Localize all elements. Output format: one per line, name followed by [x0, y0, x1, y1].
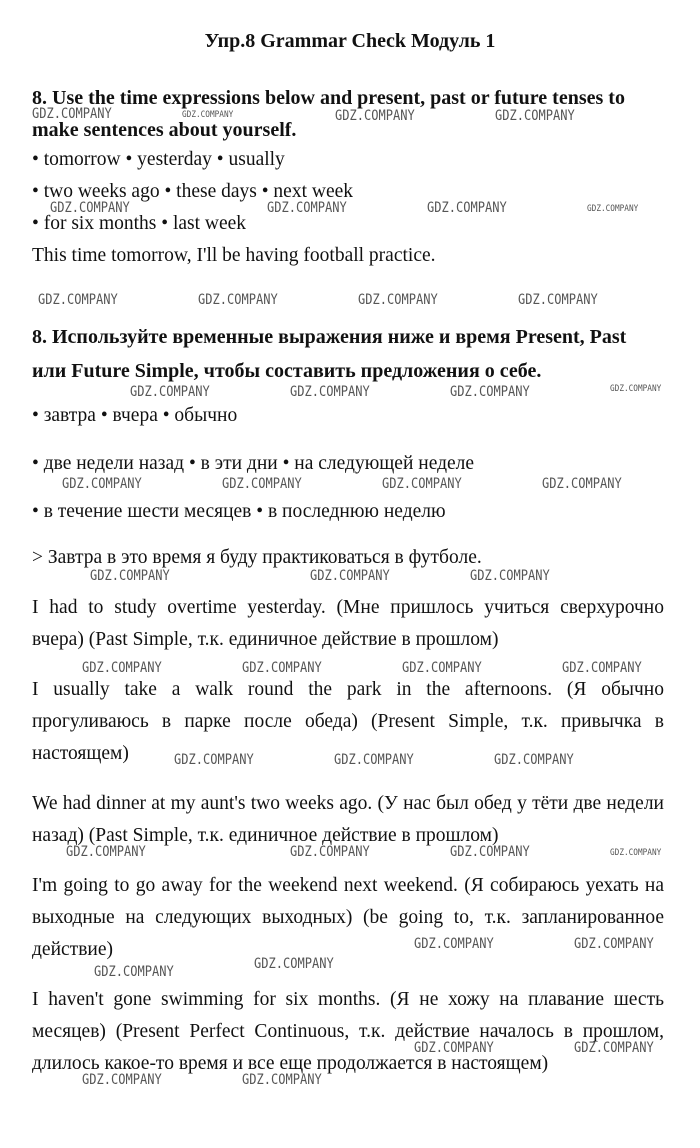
- watermark: GDZ.COMPANY: [290, 844, 370, 860]
- expressions-line-2: • two weeks ago • these days • next week: [32, 181, 354, 202]
- watermark: GDZ.COMPANY: [518, 292, 598, 308]
- watermark: GDZ.COMPANY: [32, 106, 112, 122]
- watermark: GDZ.COMPANY: [382, 476, 462, 492]
- watermark: GDZ.COMPANY: [66, 844, 146, 860]
- watermark: GDZ.COMPANY: [50, 200, 130, 216]
- expressions-ru-line-3: • в течение шести месяцев • в последнюю неделю: [32, 501, 446, 522]
- watermark: GDZ.COMPANY: [610, 384, 662, 394]
- watermark: GDZ.COMPANY: [610, 848, 662, 858]
- example-english: This time tomorrow, I'll be having football practice.: [32, 245, 436, 266]
- watermark: GDZ.COMPANY: [82, 1072, 162, 1088]
- watermark: GDZ.COMPANY: [254, 956, 334, 972]
- watermark: GDZ.COMPANY: [290, 384, 370, 400]
- example-russian: > Завтра в это время я буду практиковаться в футболе.: [32, 547, 482, 568]
- watermark: GDZ.COMPANY: [242, 1072, 322, 1088]
- task-english: 8. Use the time expressions below and present, past or future tenses to make sentences about yourself.: [32, 87, 625, 141]
- watermark: GDZ.COMPANY: [222, 476, 302, 492]
- watermark: GDZ.COMPANY: [62, 476, 142, 492]
- watermark: GDZ.COMPANY: [562, 660, 642, 676]
- expressions-ru-line-2: • две недели назад • в эти дни • на следующей неделе: [32, 453, 475, 474]
- expressions-ru-line-1: • завтра • вчера • обычно: [32, 405, 238, 426]
- watermark: GDZ.COMPANY: [402, 660, 482, 676]
- watermark: GDZ.COMPANY: [82, 660, 162, 676]
- watermark: GDZ.COMPANY: [450, 384, 530, 400]
- watermark: GDZ.COMPANY: [310, 568, 390, 584]
- watermark: GDZ.COMPANY: [574, 1040, 654, 1056]
- watermark: GDZ.COMPANY: [130, 384, 210, 400]
- watermark: GDZ.COMPANY: [542, 476, 622, 492]
- answer-1: I had to study overtime yesterday. (Мне пришлось учиться сверхурочно вчера) (Past Simple, т.к. единичное действие в прошлом): [32, 597, 664, 650]
- answer-4: I'm going to go away for the weekend next weekend. (Я собираюсь уехать на выходные на следующих выходных) (be going to, т.к. запланированное действие): [32, 875, 664, 960]
- watermark: GDZ.COMPANY: [94, 964, 174, 980]
- watermark: GDZ.COMPANY: [495, 108, 575, 124]
- watermark: GDZ.COMPANY: [335, 108, 415, 124]
- watermark: GDZ.COMPANY: [470, 568, 550, 584]
- watermark: GDZ.COMPANY: [182, 110, 234, 120]
- watermark: GDZ.COMPANY: [574, 936, 654, 952]
- watermark: GDZ.COMPANY: [90, 568, 170, 584]
- page-title: Упр.8 Grammar Check Модуль 1: [204, 30, 496, 52]
- expressions-line-3: • for six months • last week: [32, 213, 247, 234]
- watermark: GDZ.COMPANY: [174, 752, 254, 768]
- watermark: GDZ.COMPANY: [334, 752, 414, 768]
- watermark: GDZ.COMPANY: [587, 204, 639, 214]
- expressions-line-1: • tomorrow • yesterday • usually: [32, 149, 285, 170]
- watermark: GDZ.COMPANY: [242, 660, 322, 676]
- watermark: GDZ.COMPANY: [358, 292, 438, 308]
- answer-2: I usually take a walk round the park in the afternoons. (Я обычно прогуливаюсь в парке после обеда) (Present Simple, т.к. привычка в настоящем): [32, 679, 664, 764]
- watermark: GDZ.COMPANY: [494, 752, 574, 768]
- answer-3: We had dinner at my aunt's two weeks ago. (У нас был обед у тёти две недели назад) (Past Simple, т.к. единичное действие в прошлом): [32, 793, 664, 846]
- watermark: GDZ.COMPANY: [414, 1040, 494, 1056]
- watermark: GDZ.COMPANY: [427, 200, 507, 216]
- watermark: GDZ.COMPANY: [38, 292, 118, 308]
- watermark: GDZ.COMPANY: [450, 844, 530, 860]
- task-russian: 8. Используйте временные выражения ниже и время Present, Past или Future Simple, чтобы составить предложения о себе.: [32, 326, 627, 382]
- answer-5: I haven't gone swimming for six months. (Я не хожу на плавание шесть месяцев) (Present Perfect Continuous, т.к. действие началось в прошлом, длилось какое-то время и все еще продолжается в настоящем): [32, 989, 664, 1074]
- watermark: GDZ.COMPANY: [414, 936, 494, 952]
- watermark: GDZ.COMPANY: [267, 200, 347, 216]
- watermark: GDZ.COMPANY: [198, 292, 278, 308]
